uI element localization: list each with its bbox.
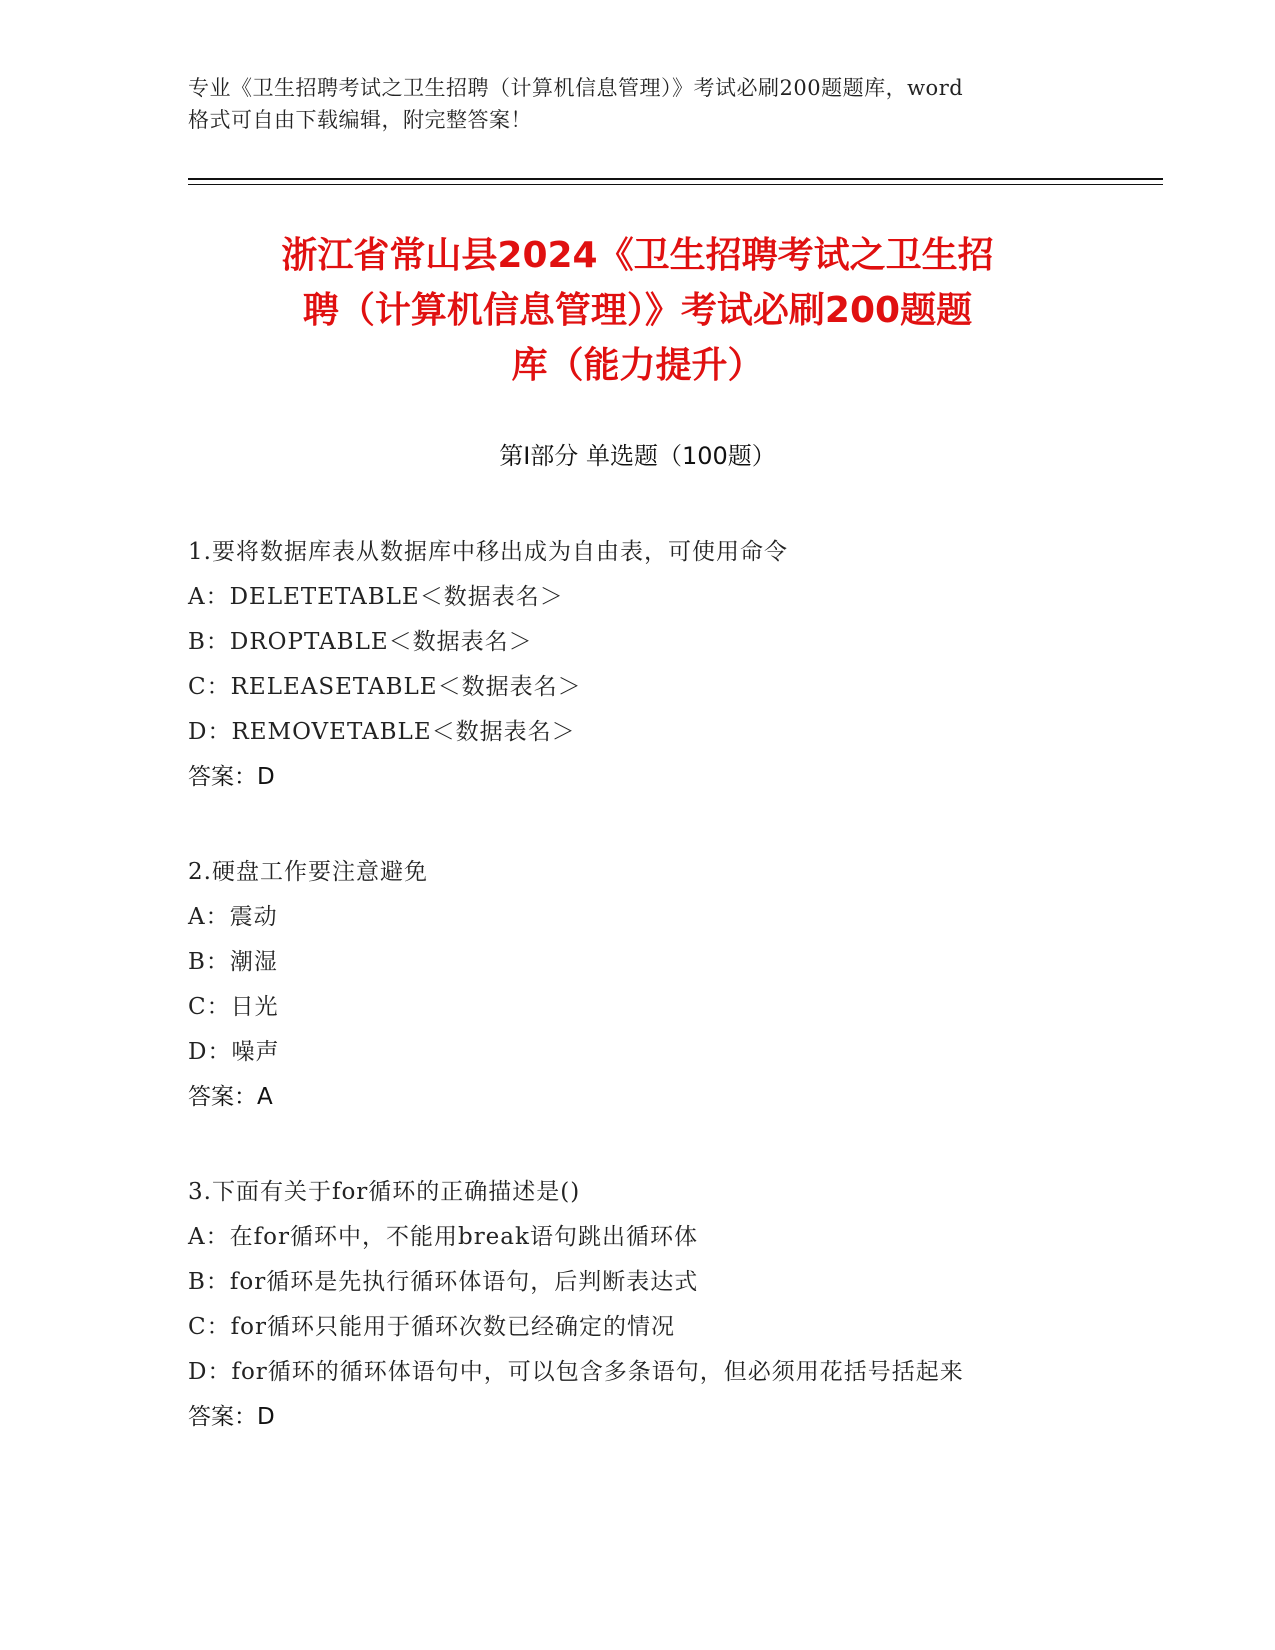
answer-text: 答案：D — [188, 764, 275, 790]
option-b: B：潮湿 — [188, 949, 278, 975]
answer-text: 答案：D — [188, 1404, 275, 1430]
header-note-line: 专业《卫生招聘考试之卫生招聘（计算机信息管理）》考试必刷200题题库，word — [188, 76, 964, 100]
question-item — [188, 530, 1118, 800]
option-c: C：for循环只能用于循环次数已经确定的情况 — [188, 1314, 675, 1340]
option-a: A：震动 — [188, 904, 278, 930]
section-title: 第Ⅰ部分 单选题（100题） — [499, 442, 776, 470]
option-c: C：RELEASETABLE＜数据表名＞ — [188, 674, 582, 700]
document-title — [150, 228, 1125, 393]
header-note — [188, 72, 1088, 136]
header-note-line: 格式可自由下载编辑，附完整答案！ — [188, 108, 532, 132]
question-item — [188, 850, 1118, 1120]
option-d: D：for循环的循环体语句中，可以包含多条语句，但必须用花括号括起来 — [188, 1359, 964, 1385]
question-stem: 3.下面有关于for循环的正确描述是() — [188, 1179, 581, 1205]
header-divider-thin — [188, 184, 1163, 185]
option-c: C：日光 — [188, 994, 279, 1020]
option-a: A：DELETETABLE＜数据表名＞ — [188, 584, 564, 610]
title-line: 库（能力提升） — [511, 345, 764, 386]
title-line: 聘（计算机信息管理）》考试必刷200题题 — [302, 290, 973, 331]
option-d: D：REMOVETABLE＜数据表名＞ — [188, 719, 576, 745]
header-divider-thick — [188, 178, 1163, 180]
question-stem: 2.硬盘工作要注意避免 — [188, 859, 428, 885]
question-list — [188, 530, 1118, 1490]
option-b: B：DROPTABLE＜数据表名＞ — [188, 629, 533, 655]
option-d: D：噪声 — [188, 1039, 280, 1065]
question-item — [188, 1170, 1118, 1440]
option-b: B：for循环是先执行循环体语句，后判断表达式 — [188, 1269, 699, 1295]
question-stem: 1.要将数据库表从数据库中移出成为自由表，可使用命令 — [188, 539, 788, 565]
answer-text: 答案：A — [188, 1084, 273, 1110]
title-line: 浙江省常山县2024《卫生招聘考试之卫生招 — [281, 235, 994, 276]
option-a: A：在for循环中，不能用break语句跳出循环体 — [188, 1224, 698, 1250]
